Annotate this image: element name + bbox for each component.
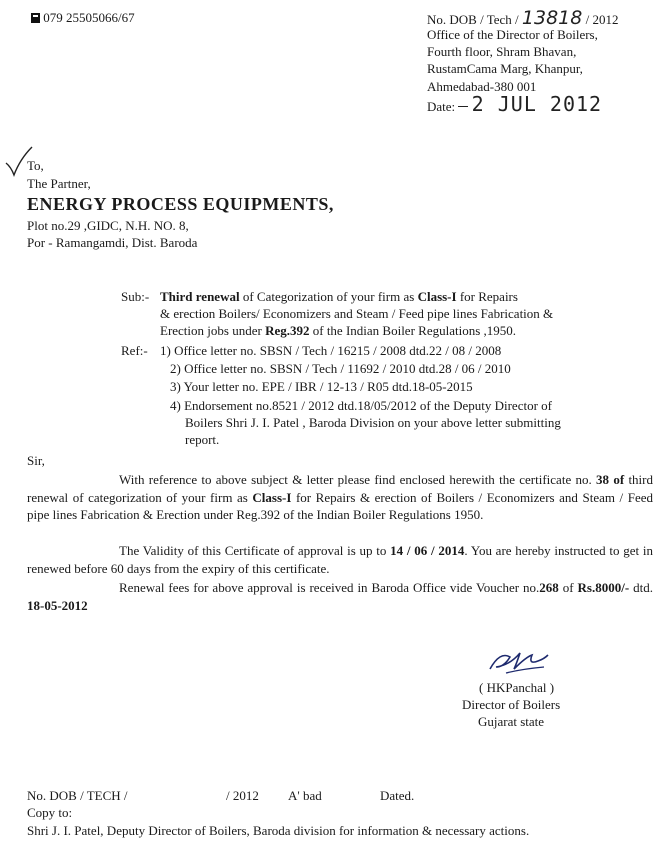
office-line-2: Fourth floor, Shram Bhavan,: [427, 44, 577, 59]
office-line-4: Ahmedabad-380 001: [427, 79, 537, 94]
signature-mark: [486, 643, 552, 677]
company-name: ENERGY PROCESS EQUIPMENTS,: [27, 194, 334, 214]
signatory-name: ( HKPanchal ): [479, 680, 555, 695]
addressee-role: The Partner,: [27, 176, 91, 191]
subject-line-1: Third renewal of Categorization of your firm as Class-I for Repairs: [160, 289, 518, 304]
ref-label: Ref:-: [121, 343, 148, 358]
phone-line: [31, 10, 135, 26]
subject-line-3: Erection jobs under Reg.392 of the Indian Boiler Regulations ,1950.: [160, 323, 517, 338]
subject-line-2: & erection Boilers/ Economizers and Steam / Feed pipe lines Fabrication &: [160, 306, 554, 321]
footer-dated: Dated.: [380, 788, 415, 803]
ref-item-4: 4) Endorsement no.8521 / 2012 dtd.18/05/2012 of the Deputy Director of: [170, 398, 552, 413]
phone-icon: [31, 13, 40, 23]
signatory-state: Gujarat state: [478, 714, 545, 729]
ref-item-4-cont: Boilers Shri J. I. Patel , Baroda Division on your above letter submitting: [185, 415, 561, 430]
date-stamp: 2 JUL 2012: [471, 92, 603, 116]
date-line: Date: 2 JUL 2012: [427, 92, 603, 116]
office-line-1: Office of the Director of Boilers,: [427, 27, 598, 42]
footer-year: / 2012: [226, 788, 259, 803]
phone-number: 079 25505066/67: [43, 10, 135, 25]
paragraph-1: With reference to above subject & letter please find enclosed herewith the certificate no. 38 of third renewal of categorization of your firm as Class-I for Repairs & erection of Boilers / Economizers and Steam / Feed pipe lines Fabrication & Erection under Reg.392 of the Indian Boiler Regulations 1950.: [27, 472, 653, 522]
paragraph-3: Renewal fees for above approval is received in Baroda Office vide Voucher no.268 of Rs.8000/- dtd. 18-05-2012: [27, 580, 653, 613]
footer-place: A' bad: [288, 788, 322, 803]
signatory-title: Director of Boilers: [462, 697, 561, 712]
office-line-3: RustamCama Marg, Khanpur,: [427, 61, 583, 76]
ref-item-3: 3) Your letter no. EPE / IBR / 12-13 / R05 dtd.18-05-2015: [170, 379, 473, 394]
handwritten-ref: 13818: [521, 7, 583, 29]
address-line-1: Plot no.29 ,GIDC, N.H. NO. 8,: [27, 218, 189, 233]
reference-number: No. DOB / Tech / 13818 / 2012: [427, 7, 619, 29]
ref-item-1: 1) Office letter no. SBSN / Tech / 16215 / 2008 dtd.22 / 08 / 2008: [160, 343, 502, 358]
copy-to-line: Shri J. I. Patel, Deputy Director of Boilers, Baroda division for information & necessary actions.: [27, 823, 530, 838]
paragraph-2: The Validity of this Certificate of approval is up to 14 / 06 / 2014. You are hereby instructed to get in renewed before 60 days from the expiry of this certificate.: [27, 543, 654, 576]
salutation: Sir,: [27, 453, 45, 468]
ref-item-4-end: report.: [185, 432, 220, 447]
subject-label: Sub:-: [121, 289, 150, 304]
copy-to-label: Copy to:: [27, 805, 73, 820]
ref-item-2: 2) Office letter no. SBSN / Tech / 11692 / 2010 dtd.28 / 06 / 2010: [170, 361, 511, 376]
footer-ref: No. DOB / TECH /: [27, 788, 128, 803]
to-label: To,: [27, 158, 44, 173]
address-line-2: Por - Ramangamdi, Dist. Baroda: [27, 235, 198, 250]
